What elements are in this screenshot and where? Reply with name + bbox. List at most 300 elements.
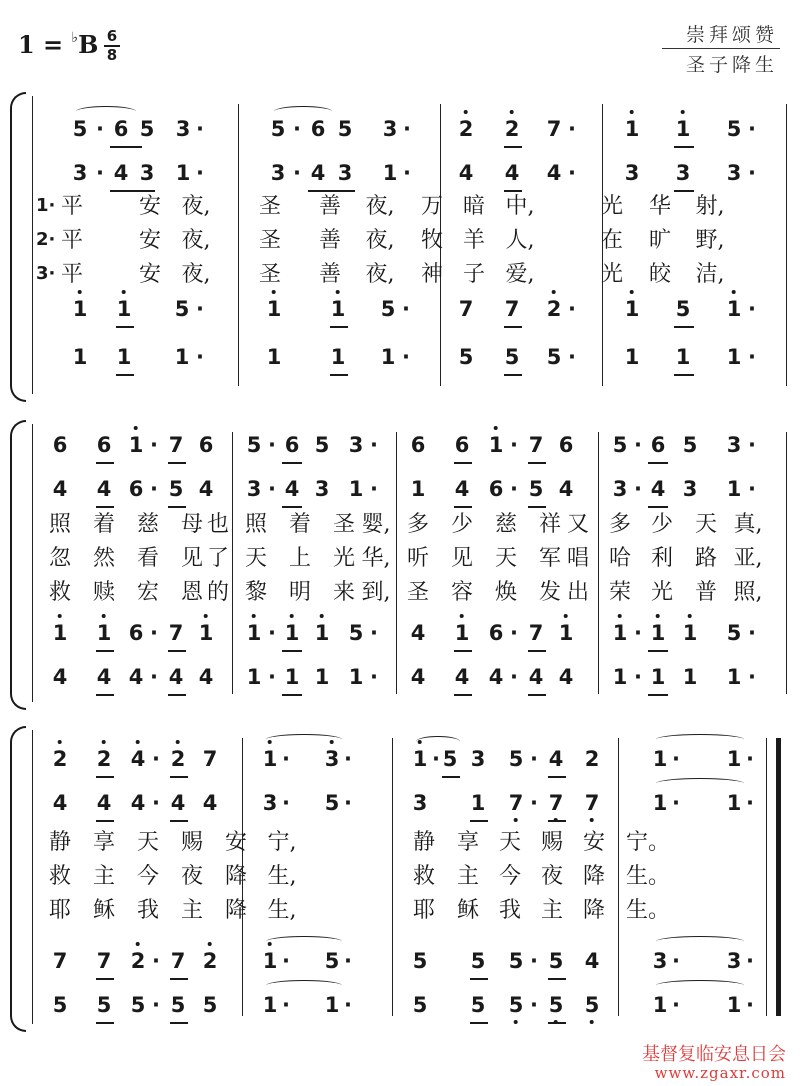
note: 7 <box>168 433 184 457</box>
lyric-char: 也 <box>206 512 230 537</box>
slur <box>416 736 460 747</box>
octave-up-dot <box>272 290 276 294</box>
note: 1 <box>284 665 300 689</box>
note: · <box>370 477 378 501</box>
note: 4 <box>528 665 544 689</box>
note: 2 <box>547 296 562 322</box>
note: 1 <box>455 620 470 646</box>
note: 2 <box>171 746 186 772</box>
note: 2 <box>131 948 146 974</box>
lyric-char: 天 <box>694 512 718 537</box>
note: · <box>403 161 411 185</box>
note: 1 <box>625 116 640 142</box>
note: 5 <box>314 433 330 457</box>
bar-line <box>232 432 233 694</box>
note: 5 <box>508 949 524 973</box>
note: 5 <box>130 993 146 1017</box>
note: · <box>268 621 276 645</box>
note: 1 <box>652 747 668 771</box>
underline <box>96 694 114 696</box>
lyric-char: 神 <box>420 262 444 287</box>
note: · <box>748 161 756 185</box>
note: 3 <box>270 161 286 185</box>
note: 6 <box>410 433 426 457</box>
note: 3 <box>726 949 742 973</box>
octave-up-dot <box>336 290 340 294</box>
octave-up-dot <box>102 740 106 744</box>
verse-number: 2· <box>36 229 56 250</box>
key-prefix: 1 = <box>18 30 72 59</box>
note: 7 <box>170 949 186 973</box>
lyric-char: 来 <box>332 580 356 605</box>
note: 4 <box>558 477 574 501</box>
lyric-char: 真, <box>733 512 763 537</box>
note: 1 <box>489 432 504 458</box>
note: 6 <box>284 433 300 457</box>
final-bar-thick <box>776 738 781 1016</box>
note: 3 <box>337 161 353 185</box>
note: 5 <box>585 992 600 1018</box>
note: 1 <box>262 993 278 1017</box>
underline <box>528 506 546 508</box>
bar-line <box>396 432 397 694</box>
note: · <box>748 621 756 645</box>
note: 3 <box>314 477 330 501</box>
note: 6 <box>198 433 214 457</box>
lyric-char: 光 <box>600 194 624 219</box>
note: 5 <box>412 993 428 1017</box>
lyric-char: 安 <box>224 830 248 855</box>
underline <box>470 820 488 822</box>
lyric-char: 夜, <box>365 228 395 253</box>
note: 4 <box>130 791 146 815</box>
octave-up-dot <box>78 290 82 294</box>
lyric-char: 皎 <box>648 262 672 287</box>
lyric-char: 祥 <box>538 512 562 537</box>
octave-up-dot <box>564 614 568 618</box>
lyric-char: 主 <box>180 898 204 923</box>
note: · <box>634 433 642 457</box>
underline <box>454 694 472 696</box>
underline <box>648 462 668 464</box>
lyric-char: 安 <box>582 830 606 855</box>
note: · <box>370 433 378 457</box>
lyric-char: 生, <box>267 864 297 889</box>
note: · <box>282 747 290 771</box>
note: 6 <box>128 621 144 645</box>
underline <box>116 374 134 376</box>
note: 1 <box>174 345 190 369</box>
note: · <box>344 747 352 771</box>
lyric-char: 生。 <box>625 864 671 889</box>
lyric-char: 人, <box>505 228 535 253</box>
underline <box>454 506 472 508</box>
octave-up-dot <box>136 942 140 946</box>
lyric-char: 多 <box>406 512 430 537</box>
note: · <box>344 993 352 1017</box>
octave-up-dot <box>208 942 212 946</box>
note: 7 <box>509 790 524 816</box>
note: · <box>748 665 756 689</box>
note: · <box>568 161 576 185</box>
underline <box>170 1022 188 1024</box>
note: 5 <box>72 117 88 141</box>
lyric-char: 着 <box>92 512 116 537</box>
note: · <box>672 791 680 815</box>
note: 3 <box>726 161 742 185</box>
underline <box>674 326 694 328</box>
verse-number: 1· <box>36 195 56 216</box>
system-brace <box>10 726 26 1032</box>
note: 4 <box>546 161 562 185</box>
note: · <box>150 665 158 689</box>
octave-up-dot <box>552 290 556 294</box>
lyric-char: 利 <box>650 546 674 571</box>
lyric-char: 军 <box>538 546 562 571</box>
note: · <box>748 297 756 321</box>
note: 4 <box>113 161 129 185</box>
lyric-char: 在 <box>600 228 624 253</box>
lyric-char: 恩 <box>180 580 204 605</box>
note: 4 <box>454 477 470 501</box>
note: 2 <box>505 116 520 142</box>
lyric-char: 夜 <box>180 864 204 889</box>
note: 1 <box>559 620 574 646</box>
note: · <box>196 345 204 369</box>
lyric-char: 看 <box>136 546 160 571</box>
note: 1 <box>117 296 132 322</box>
note: · <box>746 747 754 771</box>
note: 1 <box>652 791 668 815</box>
note: 5 <box>726 621 742 645</box>
lyric-char: 赐 <box>180 830 204 855</box>
note: · <box>152 791 160 815</box>
note: 1 <box>267 296 282 322</box>
note: 6 <box>558 433 574 457</box>
note: · <box>196 161 204 185</box>
note: 1 <box>726 993 742 1017</box>
note: 1 <box>199 620 214 646</box>
slur <box>76 106 136 117</box>
octave-up-dot <box>688 614 692 618</box>
note: 3 <box>325 746 340 772</box>
underline <box>168 506 186 508</box>
underline <box>548 978 566 980</box>
note: 5 <box>380 297 396 321</box>
note: 5 <box>168 477 184 501</box>
note: 4 <box>198 665 214 689</box>
lyric-char: 主 <box>540 898 564 923</box>
lyric-char: 荣 <box>608 580 632 605</box>
note: 1 <box>246 665 262 689</box>
lyric-char: 射, <box>695 194 725 219</box>
note: 1 <box>727 296 742 322</box>
underline <box>330 374 348 376</box>
note: · <box>510 477 518 501</box>
note: 4 <box>548 747 564 771</box>
octave-up-dot <box>656 614 660 618</box>
octave-up-dot <box>122 290 126 294</box>
note: · <box>96 161 104 185</box>
note: 7 <box>96 949 112 973</box>
note: 5 <box>548 949 564 973</box>
note: · <box>402 297 410 321</box>
note: 5 <box>549 992 564 1018</box>
note: 5 <box>246 433 262 457</box>
note: 5 <box>612 433 628 457</box>
underline <box>96 650 114 652</box>
lyric-char: 路 <box>694 546 718 571</box>
underline <box>96 462 114 464</box>
lyric-char: 稣 <box>456 898 480 923</box>
lyric-char: 救 <box>412 864 436 889</box>
key-note: B <box>78 30 99 59</box>
note: 4 <box>168 665 184 689</box>
note: 1 <box>247 620 262 646</box>
lyric-char: 我 <box>136 898 160 923</box>
note: 4 <box>52 477 68 501</box>
note: 1 <box>324 993 340 1017</box>
note: 5 <box>675 297 691 321</box>
note: · <box>530 993 538 1017</box>
note: 4 <box>131 746 146 772</box>
note: 5 <box>458 345 474 369</box>
lyric-char: 圣 <box>332 512 356 537</box>
lyric-char: 又 <box>566 512 590 537</box>
lyric-char: 宏 <box>136 580 160 605</box>
octave-up-dot <box>252 614 256 618</box>
note: 1 <box>380 345 396 369</box>
hymn-section: 圣子降生 <box>685 54 778 76</box>
lyric-char: 华, <box>361 546 391 571</box>
lyric-char: 到, <box>361 580 391 605</box>
lyric-char: 慈 <box>494 512 518 537</box>
note: · <box>568 117 576 141</box>
lyric-char: 降 <box>582 898 606 923</box>
note: 1 <box>330 345 346 369</box>
bar-line-end <box>786 432 787 694</box>
underline <box>548 820 566 822</box>
lyric-char: 见 <box>450 546 474 571</box>
bar-line <box>618 738 619 1016</box>
note: 4 <box>458 161 474 185</box>
note: 1 <box>382 161 398 185</box>
lyric-char: 上 <box>288 546 312 571</box>
note: 7 <box>504 297 520 321</box>
note: · <box>510 433 518 457</box>
note: · <box>293 117 301 141</box>
note: 1 <box>129 432 144 458</box>
system-left-line <box>32 424 33 702</box>
note: 6 <box>488 477 504 501</box>
octave-up-dot <box>494 426 498 430</box>
lyric-char: 圣 <box>258 194 282 219</box>
note: · <box>568 345 576 369</box>
underline <box>528 462 546 464</box>
lyric-char: 发 <box>538 580 562 605</box>
underline <box>548 776 566 778</box>
note: 6 <box>96 433 112 457</box>
lyric-char: 宁, <box>267 830 297 855</box>
lyric-char: 我 <box>498 898 522 923</box>
verse-number: 3· <box>36 263 56 284</box>
note: · <box>746 993 754 1017</box>
lyric-char: 见 <box>180 546 204 571</box>
system-brace <box>10 92 26 402</box>
note: · <box>268 665 276 689</box>
lyric-char: 华 <box>648 194 672 219</box>
flat-sign: ♭ <box>71 30 79 46</box>
note: 1 <box>624 345 640 369</box>
header-rule <box>662 48 780 49</box>
note: · <box>370 665 378 689</box>
hymn-category: 崇拜颂赞 <box>685 24 778 46</box>
lyric-char: 光 <box>600 262 624 287</box>
octave-up-dot <box>630 290 634 294</box>
note: 5 <box>270 117 286 141</box>
note: · <box>150 621 158 645</box>
lyric-char: 稣 <box>92 898 116 923</box>
note: 1 <box>470 791 486 815</box>
lyric-char: 夜, <box>181 262 211 287</box>
note: 6 <box>650 433 666 457</box>
note: · <box>672 993 680 1017</box>
note: 4 <box>558 665 574 689</box>
note: 3 <box>470 747 486 771</box>
note: · <box>268 477 276 501</box>
note: 4 <box>170 791 186 815</box>
lyric-char: 平 <box>60 228 84 253</box>
note: · <box>196 117 204 141</box>
note: 6 <box>454 433 470 457</box>
note: · <box>370 621 378 645</box>
lyric-char: 照 <box>48 512 72 537</box>
time-top: 6 <box>106 27 118 45</box>
note: · <box>432 747 440 771</box>
octave-up-dot <box>102 614 106 618</box>
note: · <box>746 791 754 815</box>
note: · <box>634 477 642 501</box>
note: 2 <box>584 747 600 771</box>
slur <box>656 980 744 991</box>
lyric-char: 平 <box>60 262 84 287</box>
lyric-char: 黎 <box>244 580 268 605</box>
note: · <box>152 747 160 771</box>
lyric-char: 宁。 <box>625 830 671 855</box>
octave-up-dot <box>320 614 324 618</box>
underline <box>454 462 472 464</box>
note: 3 <box>382 117 398 141</box>
octave-up-dot <box>618 614 622 618</box>
lyric-char: 着 <box>288 512 312 537</box>
note: · <box>96 117 104 141</box>
underline <box>504 326 522 328</box>
note: 4 <box>128 665 144 689</box>
note: 1 <box>650 665 666 689</box>
note: 4 <box>284 477 300 501</box>
underline <box>330 326 348 328</box>
underline <box>110 146 142 148</box>
lyric-char: 天 <box>498 830 522 855</box>
note: 5 <box>504 345 520 369</box>
lyric-char: 的 <box>206 580 230 605</box>
lyric-char: 救 <box>48 864 72 889</box>
slur <box>266 936 342 947</box>
lyric-char: 光 <box>332 546 356 571</box>
lyric-char: 主 <box>456 864 480 889</box>
note: 5 <box>508 747 524 771</box>
note: · <box>530 747 538 771</box>
underline <box>648 650 668 652</box>
note: 1 <box>97 620 112 646</box>
lyric-char: 平 <box>60 194 84 219</box>
slur <box>656 778 744 789</box>
note: 1 <box>726 791 742 815</box>
note: 1 <box>613 620 628 646</box>
note: 1 <box>331 296 346 322</box>
note: · <box>344 791 352 815</box>
note: 1 <box>410 477 426 501</box>
underline <box>470 978 488 980</box>
octave-up-dot <box>630 110 634 114</box>
underline <box>96 1022 114 1024</box>
underline <box>442 776 460 778</box>
note: · <box>748 345 756 369</box>
underline <box>308 190 355 192</box>
note: · <box>293 161 301 185</box>
underline <box>96 978 114 980</box>
note: · <box>748 117 756 141</box>
note: 1 <box>348 665 364 689</box>
note: · <box>150 477 158 501</box>
note: · <box>152 949 160 973</box>
note: 2 <box>97 746 112 772</box>
note: · <box>196 297 204 321</box>
octave-up-dot <box>460 614 464 618</box>
lyric-char: 耶 <box>48 898 72 923</box>
lyric-char: 天 <box>494 546 518 571</box>
underline <box>528 650 546 652</box>
underline <box>282 506 302 508</box>
lyric-char: 今 <box>136 864 160 889</box>
lyric-char: 静 <box>412 830 436 855</box>
lyric-char: 焕 <box>494 580 518 605</box>
lyric-char: 照, <box>733 580 763 605</box>
lyric-char: 洁, <box>695 262 725 287</box>
octave-up-dot <box>464 110 468 114</box>
underline <box>648 506 668 508</box>
lyric-char: 赎 <box>92 580 116 605</box>
underline <box>282 650 302 652</box>
note: 1 <box>612 665 628 689</box>
underline <box>504 190 522 192</box>
note: · <box>748 433 756 457</box>
note: 5 <box>470 993 486 1017</box>
underline <box>170 820 188 822</box>
note: · <box>634 665 642 689</box>
lyric-char: 暗 <box>462 194 486 219</box>
note: 5 <box>470 949 486 973</box>
lyric-char: 生, <box>267 898 297 923</box>
lyric-char: 静 <box>48 830 72 855</box>
lyric-char: 安 <box>138 262 162 287</box>
note: 4 <box>202 791 218 815</box>
bar-line <box>392 738 393 1016</box>
watermark-url: www.zgaxr.com <box>654 1064 786 1082</box>
note: · <box>402 345 410 369</box>
note: 1 <box>683 620 698 646</box>
note: 3 <box>72 161 88 185</box>
